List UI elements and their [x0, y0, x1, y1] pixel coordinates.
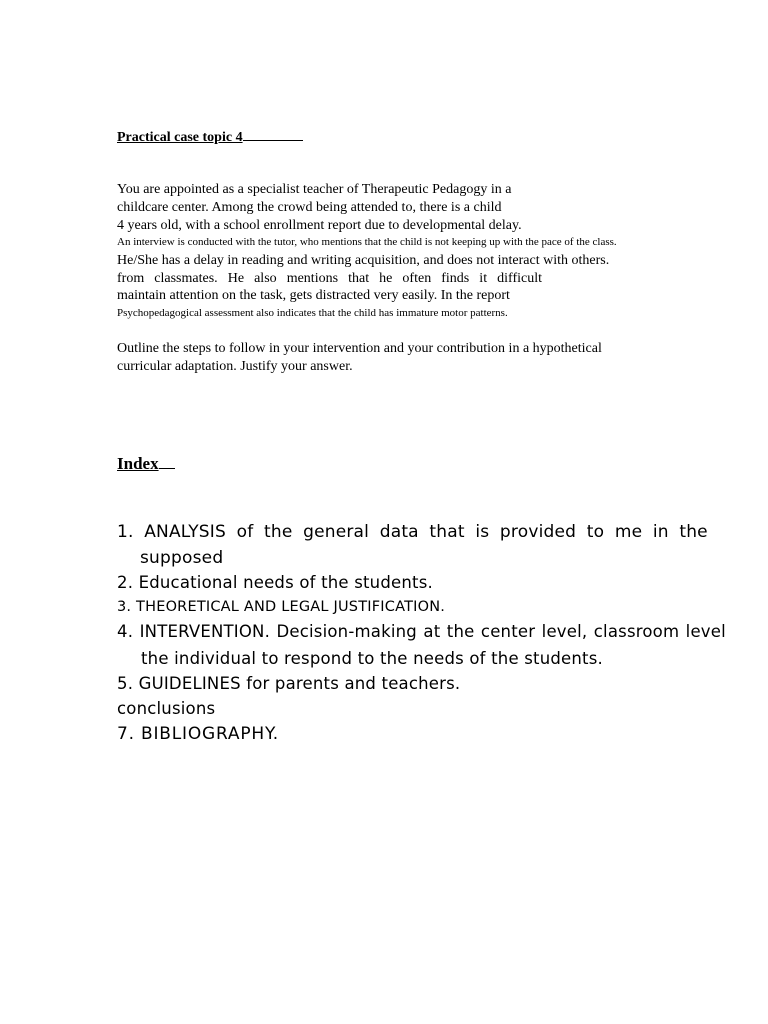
paragraph-1-line-3: 4 years old, with a school enrollment report due to developmental delay. [117, 218, 522, 233]
paragraph-1-line-2: childcare center. Among the crowd being attended to, there is a child [117, 200, 502, 215]
title-underline [243, 128, 303, 141]
toc-item-1: 1. ANALYSIS of the general data that is provided to me in the [117, 522, 708, 542]
toc-item-4-continued: the individual to respond to the needs of the students. [141, 649, 603, 668]
toc-item-1-continued: supposed [140, 548, 224, 568]
index-underline [159, 456, 175, 469]
toc-item-2: 2. Educational needs of the students. [117, 573, 433, 592]
toc-item-7: 7. BIBLIOGRAPHY. [117, 724, 279, 744]
paragraph-2-line-2: from classmates. He also mentions that he often finds it difficult [117, 271, 542, 286]
index-title [117, 454, 175, 474]
small-line-1: An interview is conducted with the tutor, who mentions that the child is not keeping up with the pace of the class. [117, 236, 617, 248]
toc-item-3: 3. THEORETICAL AND LEGAL JUSTIFICATION. [117, 599, 446, 615]
toc-item-5: 5. GUIDELINES for parents and teachers. [117, 674, 461, 693]
case-title-text: Practical case topic 4 [117, 130, 243, 145]
toc-item-4: 4. INTERVENTION. Decision-making at the center level, classroom level [117, 622, 726, 641]
paragraph-2-line-1: He/She has a delay in reading and writing acquisition, and does not interact with others. [117, 253, 610, 268]
paragraph-1-line-1: You are appointed as a specialist teacher of Therapeutic Pedagogy in a [117, 182, 512, 197]
small-line-2: Psychopedagogical assessment also indicates that the child has immature motor patterns. [117, 307, 508, 319]
paragraph-3-line-2: curricular adaptation. Justify your answer. [117, 359, 353, 374]
case-title [117, 128, 303, 146]
index-title-text: Index [117, 454, 159, 473]
paragraph-2-line-3: maintain attention on the task, gets distracted very easily. In the report [117, 288, 510, 303]
paragraph-3-line-1: Outline the steps to follow in your intervention and your contribution in a hypothetical [117, 341, 602, 356]
toc-item-conclusions: conclusions [117, 699, 216, 718]
